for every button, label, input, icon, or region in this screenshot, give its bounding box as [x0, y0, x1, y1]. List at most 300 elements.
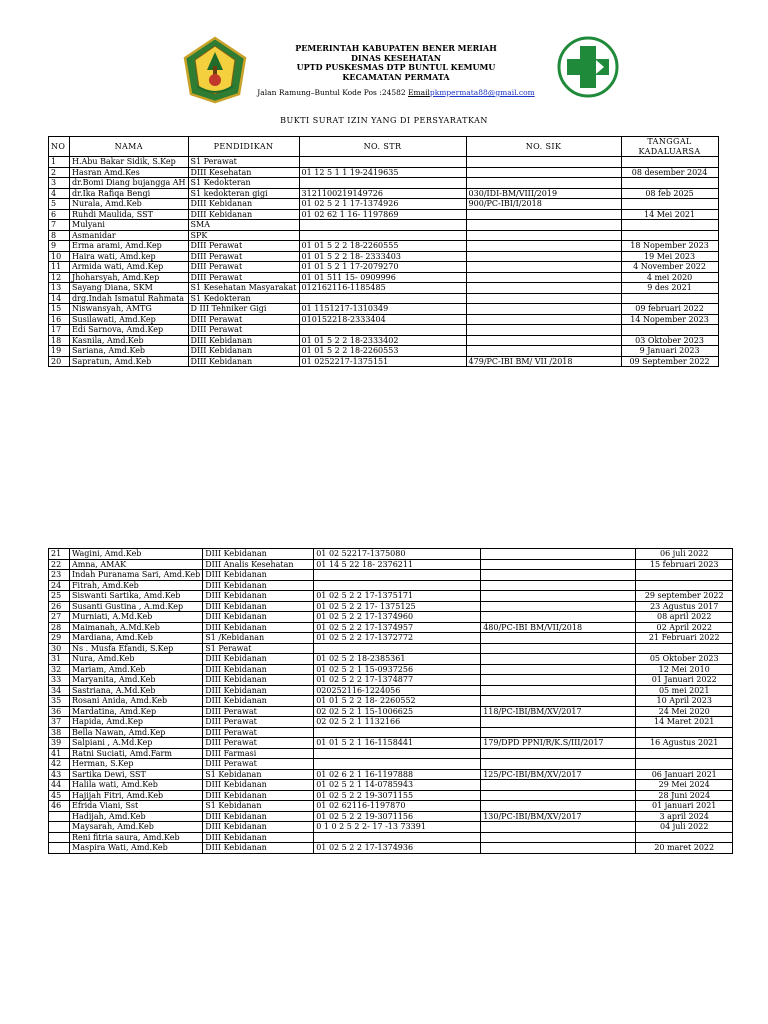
nama-cell: Sartika Dewi, SST	[70, 769, 203, 780]
nama-cell: Hajijah Fitri, Amd.Keb	[70, 790, 203, 801]
nama-cell: Susilawati, Amd.Kep	[70, 314, 189, 325]
sik-cell	[466, 314, 621, 325]
tanggal-cell	[636, 832, 733, 843]
tanggal-cell	[621, 157, 718, 168]
tanggal-cell: 08 feb 2025	[621, 188, 718, 199]
str-cell: 01 02 5 2 2 17-1375171	[314, 591, 481, 602]
pendidikan-cell: DIII Kebidanan	[203, 570, 314, 581]
str-cell: 01 12 5 1 1 19-2419635	[299, 167, 466, 178]
col-nama-header: NAMA	[70, 137, 189, 157]
str-cell: 01 02 5 2 2 19-3071155	[314, 790, 481, 801]
tanggal-cell	[621, 178, 718, 189]
sik-cell	[466, 167, 621, 178]
sik-cell: 480/PC-IBI BM/VII/2018	[481, 622, 636, 633]
table-row	[49, 612, 733, 623]
nama-cell: Armida wati, Amd.Kep	[70, 262, 189, 273]
nama-cell: Mulyani	[70, 220, 189, 231]
pendidikan-cell: S1 Kesehatan Masyarakat	[188, 283, 299, 294]
sik-cell	[466, 157, 621, 168]
table-row	[49, 748, 733, 759]
str-cell: 01 01 511 15- 0909996	[299, 272, 466, 283]
pendidikan-cell: DIII Kebidanan	[188, 335, 299, 346]
pendidikan-cell: DIII Kebidanan	[203, 654, 314, 665]
no-cell: 8	[49, 230, 70, 241]
sik-cell	[481, 664, 636, 675]
permit-table-2	[48, 548, 733, 854]
pendidikan-cell: S1 Kebidanan	[203, 769, 314, 780]
table-row	[49, 727, 733, 738]
address-text: Jalan Ramung–Buntul Kode Pos :24582	[257, 88, 409, 97]
str-cell: 01 02 5 2 1 17-1374926	[299, 199, 466, 210]
str-cell: 01 0252217-1375151	[299, 356, 466, 367]
sik-cell	[481, 748, 636, 759]
col-str-header: NO. STR	[299, 137, 466, 157]
tanggal-cell: 01 januari 2021	[636, 801, 733, 812]
str-cell: 01 02 62 1 16- 1197869	[299, 209, 466, 220]
table-row	[49, 780, 733, 791]
pendidikan-cell: DIII Perawat	[203, 727, 314, 738]
str-cell	[314, 727, 481, 738]
pendidikan-cell: DIII Perawat	[188, 251, 299, 262]
nama-cell: Haira wati, Amd.kep	[70, 251, 189, 262]
pendidikan-cell: S1 Perawat	[188, 157, 299, 168]
col-no-header: NO	[49, 137, 70, 157]
nama-cell: Sariana, Amd.Keb	[70, 346, 189, 357]
puskesmas-cross-icon	[556, 34, 620, 100]
no-cell: 45	[49, 790, 70, 801]
nama-cell: Hadijah, Amd.Keb	[70, 811, 203, 822]
pendidikan-cell: DIII Perawat	[203, 738, 314, 749]
tanggal-cell: 4 November 2022	[621, 262, 718, 273]
tanggal-cell	[621, 293, 718, 304]
nama-cell: Sapratun, Amd.Keb	[70, 356, 189, 367]
nama-cell: Murniati, A.Md.Keb	[70, 612, 203, 623]
pendidikan-cell: DIII Kebidanan	[203, 622, 314, 633]
letterhead	[0, 0, 768, 110]
nama-cell: Hapida, Amd.Kep	[70, 717, 203, 728]
sik-cell	[481, 717, 636, 728]
no-cell: 35	[49, 696, 70, 707]
str-cell: 020252116-1224056	[314, 685, 481, 696]
pendidikan-cell: DIII Kebidanan	[203, 685, 314, 696]
tanggal-cell: 05 mei 2021	[636, 685, 733, 696]
sik-cell	[466, 251, 621, 262]
table-row	[49, 664, 733, 675]
nama-cell: Sayang Diana, SKM	[70, 283, 189, 294]
pendidikan-cell: DIII Kebidanan	[203, 696, 314, 707]
no-cell: 29	[49, 633, 70, 644]
no-cell: 25	[49, 591, 70, 602]
table-row	[49, 209, 719, 220]
table-row	[49, 293, 719, 304]
nama-cell: Hasran Amd.Kes	[70, 167, 189, 178]
col-tanggal-header: TANGGAL KADALUARSA	[621, 137, 718, 157]
sik-cell	[481, 643, 636, 654]
nama-cell: Mardiana, Amd.Keb	[70, 633, 203, 644]
table-row	[49, 706, 733, 717]
tanggal-cell: 14 Maret 2021	[636, 717, 733, 728]
no-cell: 28	[49, 622, 70, 633]
tanggal-cell: 20 maret 2022	[636, 843, 733, 854]
pendidikan-cell: DIII Perawat	[203, 759, 314, 770]
tanggal-cell	[636, 748, 733, 759]
sik-cell	[466, 209, 621, 220]
table-row	[49, 314, 719, 325]
tanggal-cell: 06 Januari 2021	[636, 769, 733, 780]
table-row	[49, 549, 733, 560]
sik-cell	[466, 335, 621, 346]
str-cell: 01 02 5 2 2 17-1374957	[314, 622, 481, 633]
tanggal-cell: 15 februari 2023	[636, 559, 733, 570]
no-cell: 6	[49, 209, 70, 220]
str-cell: 01 02 5 2 1 15-0937256	[314, 664, 481, 675]
pendidikan-cell: DIII Perawat	[188, 314, 299, 325]
sik-cell	[481, 612, 636, 623]
no-cell: 18	[49, 335, 70, 346]
table-body-1	[49, 157, 719, 367]
no-cell: 5	[49, 199, 70, 210]
email-address[interactable]: pkmpermata88@gmail.com	[429, 88, 535, 97]
no-cell: 34	[49, 685, 70, 696]
tanggal-cell	[636, 727, 733, 738]
sik-cell	[466, 293, 621, 304]
sik-cell	[466, 283, 621, 294]
str-cell	[299, 293, 466, 304]
no-cell: 12	[49, 272, 70, 283]
table-row	[49, 272, 719, 283]
sik-cell	[481, 801, 636, 812]
table-row	[49, 738, 733, 749]
tanggal-cell: 08 april 2022	[636, 612, 733, 623]
no-cell: 21	[49, 549, 70, 560]
pendidikan-cell: DIII Kebidanan	[203, 832, 314, 843]
pendidikan-cell: DIII Perawat	[188, 325, 299, 336]
sik-cell	[481, 685, 636, 696]
table-row	[49, 283, 719, 294]
agency-name	[236, 44, 556, 82]
sik-cell	[466, 230, 621, 241]
pendidikan-cell: DIII Kebidanan	[203, 675, 314, 686]
document-title: BUKTI SURAT IZIN YANG DI PERSYARATKAN	[280, 116, 488, 125]
tanggal-cell: 08 desember 2024	[621, 167, 718, 178]
tanggal-cell: 4 mei 2020	[621, 272, 718, 283]
str-cell	[314, 580, 481, 591]
str-cell: 0 1 0 2 5 2 2- 17 -13 73391	[314, 822, 481, 833]
table-row	[49, 188, 719, 199]
str-cell	[314, 748, 481, 759]
str-cell: 01 01 5 2 2 18- 2333403	[299, 251, 466, 262]
pendidikan-cell: DIII Farmasi	[203, 748, 314, 759]
pendidikan-cell: DIII Kebidanan	[203, 843, 314, 854]
col-pendidikan-header: PENDIDIKAN	[188, 137, 299, 157]
table-row	[49, 801, 733, 812]
sik-cell	[466, 241, 621, 252]
sik-cell	[466, 262, 621, 273]
nama-cell: Sastriana, A.Md.Keb	[70, 685, 203, 696]
tanggal-cell: 16 Agustus 2021	[636, 738, 733, 749]
nama-cell: Halila wati, Amd.Keb	[70, 780, 203, 791]
str-cell: 010152218-2333404	[299, 314, 466, 325]
str-cell: 01 01 5 2 2 18- 2260552	[314, 696, 481, 707]
no-cell: 44	[49, 780, 70, 791]
no-cell: 1	[49, 157, 70, 168]
tanggal-cell: 24 Mei 2020	[636, 706, 733, 717]
no-cell: 42	[49, 759, 70, 770]
table-row	[49, 580, 733, 591]
pendidikan-cell: DIII Kebidanan	[203, 612, 314, 623]
nama-cell: Maryanita, Amd.Keb	[70, 675, 203, 686]
table-row	[49, 346, 719, 357]
sik-cell	[481, 759, 636, 770]
table-row	[49, 643, 733, 654]
str-cell: 01 01 5 2 2 18-2260553	[299, 346, 466, 357]
nama-cell: Mariam, Amd.Keb	[70, 664, 203, 675]
nama-cell: Indah Puranama Sari, Amd.Keb	[70, 570, 203, 581]
nama-cell: Jhoharsyah, Amd.Kep	[70, 272, 189, 283]
no-cell: 10	[49, 251, 70, 262]
str-cell: 01 1151217-1310349	[299, 304, 466, 315]
email-label: Email	[408, 88, 430, 97]
str-cell: 01 01 5 2 1 17-2079270	[299, 262, 466, 273]
tanggal-cell: 3 april 2024	[636, 811, 733, 822]
sik-cell: 125/PC-IBI/BM/XV/2017	[481, 769, 636, 780]
table-row	[49, 157, 719, 168]
tanggal-cell: 10 April 2023	[636, 696, 733, 707]
tanggal-cell	[621, 220, 718, 231]
nama-cell: Niswansyah, AMTG	[70, 304, 189, 315]
pendidikan-cell: DIII Kebidanan	[188, 209, 299, 220]
table-row	[49, 822, 733, 833]
table-row	[49, 811, 733, 822]
no-cell: 32	[49, 664, 70, 675]
nama-cell: Amna, AMAK	[70, 559, 203, 570]
table-header-row	[49, 137, 719, 157]
no-cell	[49, 811, 70, 822]
no-cell: 33	[49, 675, 70, 686]
pendidikan-cell: D III Tehniker Gigi	[188, 304, 299, 315]
tanggal-cell: 29 Mei 2024	[636, 780, 733, 791]
str-cell	[314, 643, 481, 654]
sik-cell	[481, 675, 636, 686]
str-cell	[314, 759, 481, 770]
header-line-1: PEMERINTAH KABUPATEN BENER MERIAH	[295, 43, 497, 53]
sik-cell	[481, 601, 636, 612]
header-line-3: UPTD PUSKESMAS DTP BUNTUL KEMUMU	[296, 62, 496, 72]
str-cell: 01 14 5 22 18- 2376211	[314, 559, 481, 570]
no-cell: 39	[49, 738, 70, 749]
tanggal-cell: 18 Nopember 2023	[621, 241, 718, 252]
no-cell: 23	[49, 570, 70, 581]
str-cell: 01 02 5 2 2 17-1374936	[314, 843, 481, 854]
sik-cell	[466, 325, 621, 336]
no-cell: 14	[49, 293, 70, 304]
nama-cell: Salpiani , A.Md.Kep	[70, 738, 203, 749]
no-cell: 46	[49, 801, 70, 812]
no-cell	[49, 843, 70, 854]
sik-cell: 479/PC-IBI BM/ VII /2018	[466, 356, 621, 367]
sik-cell	[466, 220, 621, 231]
no-cell	[49, 822, 70, 833]
str-cell: 01 02 5 2 2 17-1372772	[314, 633, 481, 644]
sik-cell	[481, 570, 636, 581]
nama-cell: Rosani Anida, Amd.Keb	[70, 696, 203, 707]
sik-cell	[481, 727, 636, 738]
table-row	[49, 230, 719, 241]
pendidikan-cell: DIII Kebidanan	[203, 549, 314, 560]
tanggal-cell: 04 juli 2022	[636, 822, 733, 833]
nama-cell: Asmanidar	[70, 230, 189, 241]
table-row	[49, 769, 733, 780]
pendidikan-cell: DIII Kebidanan	[203, 780, 314, 791]
pendidikan-cell: DIII Kebidanan	[188, 199, 299, 210]
sik-cell: 179/DPD PPNI/R/K.S/III/2017	[481, 738, 636, 749]
no-cell	[49, 832, 70, 843]
sik-cell	[481, 559, 636, 570]
nama-cell: Ratni Suciati, Amd.Farm	[70, 748, 203, 759]
tanggal-cell: 9 Januari 2023	[621, 346, 718, 357]
pendidikan-cell: S1 kedokteran gigi	[188, 188, 299, 199]
permit-table-1	[48, 136, 719, 367]
tanggal-cell: 01 Januari 2022	[636, 675, 733, 686]
sik-cell	[481, 822, 636, 833]
pendidikan-cell: DIII Kebidanan	[203, 822, 314, 833]
tanggal-cell: 03 Oktober 2023	[621, 335, 718, 346]
nama-cell: Herman, S.Kep	[70, 759, 203, 770]
str-cell: 3121100219149726	[299, 188, 466, 199]
tanggal-cell	[636, 643, 733, 654]
pendidikan-cell: DIII Kebidanan	[188, 356, 299, 367]
sik-cell	[481, 591, 636, 602]
sik-cell	[481, 832, 636, 843]
table-row	[49, 167, 719, 178]
table-row	[49, 601, 733, 612]
pendidikan-cell: S1 Kedokteran	[188, 293, 299, 304]
nama-cell: Ruhdi Maulida, SST	[70, 209, 189, 220]
pendidikan-cell: DIII Kebidanan	[203, 664, 314, 675]
pendidikan-cell: DIII Kesehatan	[188, 167, 299, 178]
str-cell: 01 02 5 2 2 17-1374960	[314, 612, 481, 623]
nama-cell: Siswanti Sartika, Amd.Keb	[70, 591, 203, 602]
str-cell	[314, 570, 481, 581]
str-cell: 02 02 5 2 1 1132166	[314, 717, 481, 728]
table-row	[49, 220, 719, 231]
str-cell: 01 02 5 2 2 17-1374877	[314, 675, 481, 686]
table-row	[49, 633, 733, 644]
pendidikan-cell: DIII Kebidanan	[188, 346, 299, 357]
nama-cell: Erma arami, Amd.Kep	[70, 241, 189, 252]
no-cell: 24	[49, 580, 70, 591]
pendidikan-cell: DIII Perawat	[188, 241, 299, 252]
sik-cell: 030/IDI-BM/VIII/2019	[466, 188, 621, 199]
no-cell: 20	[49, 356, 70, 367]
tanggal-cell: 14 Mei 2021	[621, 209, 718, 220]
tanggal-cell: 28 Juni 2024	[636, 790, 733, 801]
address-line	[236, 88, 556, 97]
nama-cell: Ns . Musfa Efandi, S.Kep	[70, 643, 203, 654]
header-line-4: KECAMATAN PERMATA	[342, 71, 450, 82]
sik-cell	[481, 580, 636, 591]
pendidikan-cell: SMA	[188, 220, 299, 231]
nama-cell: Maspira Wati, Amd.Keb	[70, 843, 203, 854]
no-cell: 26	[49, 601, 70, 612]
pendidikan-cell: DIII Kebidanan	[203, 790, 314, 801]
table-row	[49, 325, 719, 336]
str-cell	[299, 230, 466, 241]
str-cell: 01 02 5 2 2 17- 1375125	[314, 601, 481, 612]
nama-cell: Efrida Viani, Sst	[70, 801, 203, 812]
table-row	[49, 356, 719, 367]
str-cell: 01 02 5 2 2 19-3071156	[314, 811, 481, 822]
no-cell: 27	[49, 612, 70, 623]
nama-cell: dr.Bomi Diang bujangga AH	[70, 178, 189, 189]
pendidikan-cell: SPK	[188, 230, 299, 241]
tanggal-cell: 21 Februari 2022	[636, 633, 733, 644]
table-row	[49, 262, 719, 273]
tanggal-cell: 14 Nopember 2023	[621, 314, 718, 325]
sik-cell	[481, 549, 636, 560]
table-row	[49, 790, 733, 801]
pendidikan-cell: DIII Kebidanan	[203, 811, 314, 822]
tanggal-cell	[636, 570, 733, 581]
tanggal-cell: 19 Mei 2023	[621, 251, 718, 262]
table-row	[49, 241, 719, 252]
tanggal-cell	[636, 580, 733, 591]
table-row	[49, 335, 719, 346]
no-cell: 7	[49, 220, 70, 231]
no-cell: 3	[49, 178, 70, 189]
str-cell: 02 02 5 2 1 15-1006625	[314, 706, 481, 717]
pendidikan-cell: S1 Kedokteran	[188, 178, 299, 189]
tanggal-cell: 29 september 2022	[636, 591, 733, 602]
nama-cell: dr.Ika Rafiqa Bengi	[70, 188, 189, 199]
nama-cell: Wagini, Amd.Keb	[70, 549, 203, 560]
str-cell: 01 02 6 2 1 16-1197888	[314, 769, 481, 780]
nama-cell: Kasnila, Amd.Keb	[70, 335, 189, 346]
tanggal-cell: 09 februari 2022	[621, 304, 718, 315]
table-row	[49, 251, 719, 262]
table-row	[49, 717, 733, 728]
nama-cell: Fitrah, Amd.Keb	[70, 580, 203, 591]
pendidikan-cell: S1 Perawat	[203, 643, 314, 654]
table-row	[49, 199, 719, 210]
nama-cell: H.Abu Bakar Sidik, S.Kep	[70, 157, 189, 168]
table-row	[49, 759, 733, 770]
table-row	[49, 832, 733, 843]
sik-cell	[481, 790, 636, 801]
no-cell: 13	[49, 283, 70, 294]
table-row	[49, 654, 733, 665]
no-cell: 31	[49, 654, 70, 665]
sik-cell	[466, 272, 621, 283]
no-cell: 36	[49, 706, 70, 717]
tanggal-cell: 02 April 2022	[636, 622, 733, 633]
pendidikan-cell: DIII Perawat	[188, 272, 299, 283]
nama-cell: Susanti Gustina , A.md.Kep	[70, 601, 203, 612]
sik-cell	[481, 843, 636, 854]
str-cell: 01 02 52217-1375080	[314, 549, 481, 560]
tanggal-cell: 09 September 2022	[621, 356, 718, 367]
table-row	[49, 843, 733, 854]
table-body-2	[49, 549, 733, 854]
pendidikan-cell: S1 Kebidanan	[203, 801, 314, 812]
nama-cell: Maysarah, Amd.Keb	[70, 822, 203, 833]
table-row	[49, 178, 719, 189]
nama-cell: Edi Sarnova, Amd.Kep	[70, 325, 189, 336]
table-row	[49, 591, 733, 602]
no-cell: 41	[49, 748, 70, 759]
pendidikan-cell: DIII Kebidanan	[203, 601, 314, 612]
pendidikan-cell: DIII Analis Kesehatan	[203, 559, 314, 570]
